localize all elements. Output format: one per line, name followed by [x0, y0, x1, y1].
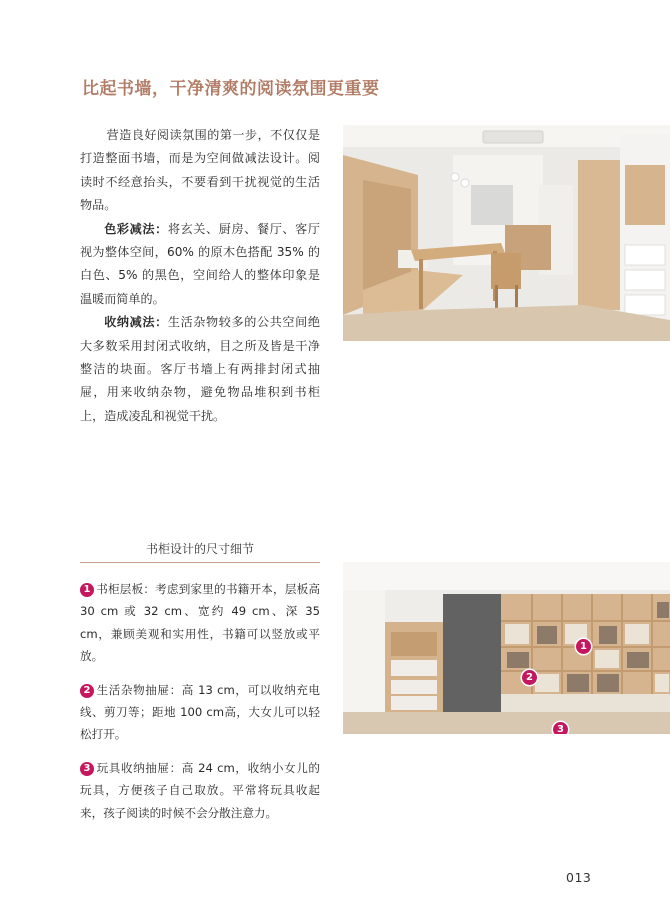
storage-reduction-text: 生活杂物较多的公共空间绝大多数采用封闭式收纳，目之所及皆是干净整洁的块面。客厅书墙上有两排封闭式抽屉，用来收纳杂物，避免物品堆积到书柜上，造成凌乱和视觉干扰。 — [80, 315, 320, 423]
detail-item — [80, 679, 320, 746]
section-heading: 比起书墙，干净清爽的阅读氛围更重要 — [82, 79, 380, 99]
storage-reduction-label: 收纳减法： — [104, 315, 168, 330]
intro-paragraph-3 — [80, 311, 320, 428]
number-badge: 2 — [80, 684, 94, 698]
callout-marker-1: 1 — [576, 639, 591, 654]
detail-title: 书柜设计的尺寸细节 — [145, 542, 254, 556]
color-reduction-text: 将玄关、厨房、餐厅、客厅视为整体空间，60% 的原木色搭配 35% 的白色、5% 的黑色，空间给人的整体印象是温暖而简单的。 — [80, 221, 320, 306]
number-badge: 1 — [80, 583, 94, 597]
number-badge: 3 — [80, 762, 94, 776]
intro-text — [80, 124, 320, 428]
page-number: 013 — [566, 870, 592, 885]
divider — [80, 562, 320, 563]
detail-item-text: 玩具收纳抽屉：高 24 cm，收纳小女儿的玩具，方便孩子自己取放。平常将玩具收起来，孩子阅读的时候不会分散注意力。 — [80, 760, 320, 820]
callout-marker-3: 3 — [553, 722, 568, 734]
detail-list — [80, 578, 320, 835]
detail-item — [80, 578, 320, 668]
bookshelf-photo — [343, 562, 670, 734]
detail-item — [80, 757, 320, 824]
callout-marker-2: 2 — [522, 670, 537, 685]
detail-item-text: 生活杂物抽屉：高 13 cm，可以收纳充电线、剪刀等；距地 100 cm高，大女儿可以轻松打开。 — [80, 682, 320, 742]
intro-paragraph-2 — [80, 218, 320, 312]
dining-room-photo — [343, 125, 670, 341]
intro-paragraph-1: 营造良好阅读氛围的第一步，不仅仅是打造整面书墙，而是为空间做减法设计。阅读时不经意抬头，不要看到干扰视觉的生活物品。 — [80, 128, 320, 213]
color-reduction-label: 色彩减法： — [104, 221, 168, 236]
detail-item-text: 书柜层板：考虑到家里的书籍开本，层板高 30 cm 或 32 cm、宽约 49 cm、深 35 cm，兼顾美观和实用性，书籍可以竖放或平放。 — [80, 582, 320, 664]
